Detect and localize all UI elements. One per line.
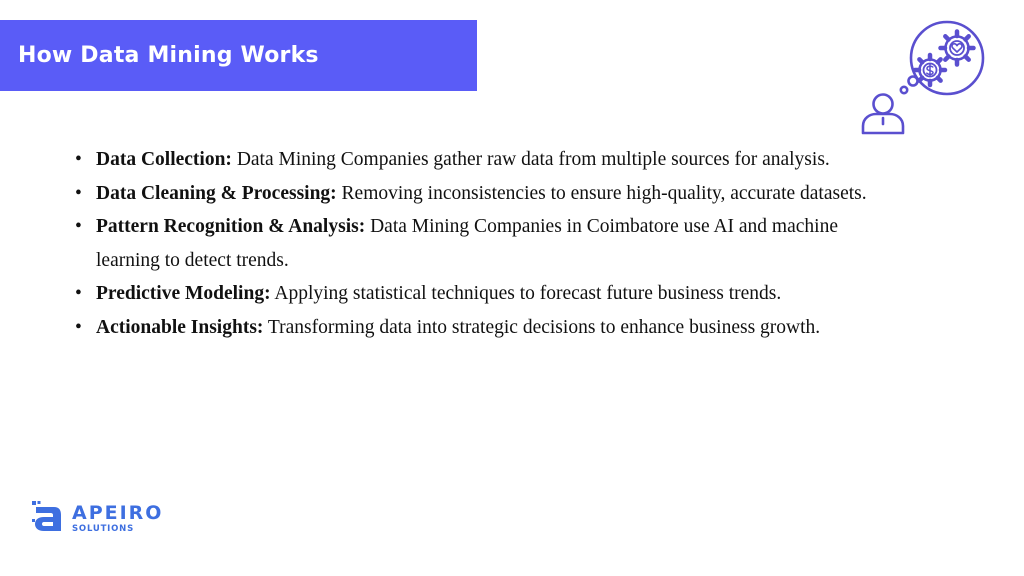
bullet-text: Applying statistical techniques to forecast future business trends.: [270, 283, 782, 304]
logo-text: [72, 503, 163, 534]
apeiro-logo-icon: [32, 501, 64, 535]
logo-name: APEIRO: [72, 501, 164, 524]
list-item: [75, 210, 875, 277]
thinking-person-illustration: [856, 18, 992, 138]
bullet-term: Pattern Recognition & Analysis:: [96, 216, 366, 237]
bullet-icon: •: [75, 182, 82, 204]
bullet-icon: •: [75, 283, 82, 304]
dollar-gear-icon: [915, 55, 945, 85]
list-item: [75, 143, 875, 177]
list-item: [75, 311, 875, 345]
bullet-icon: •: [75, 216, 82, 237]
bullet-text: Data Mining Companies in Coimbatore use AI and machine learning to detect trends.: [96, 216, 838, 271]
bullet-term: Actionable Insights:: [96, 316, 264, 338]
title-banner: [0, 20, 477, 91]
bullet-icon: •: [75, 316, 82, 338]
bullet-text: Transforming data into strategic decisions to enhance business growth.: [263, 316, 821, 338]
person-icon: [863, 95, 903, 134]
bullet-term: Data Collection:: [96, 149, 232, 170]
list-item: [75, 277, 875, 311]
bullet-text: Data Mining Companies gather raw data from multiple sources for analysis.: [231, 149, 830, 170]
heart-gear-icon: [941, 32, 974, 65]
company-logo: [32, 500, 163, 536]
list-item: [75, 177, 875, 211]
logo-tagline: SOLUTIONS: [72, 523, 134, 534]
bullet-term: Data Cleaning & Processing:: [96, 182, 337, 204]
bullet-list: [75, 143, 875, 344]
bullet-icon: •: [75, 149, 82, 170]
bullet-text: Removing inconsistencies to ensure high-quality, accurate datasets.: [336, 182, 867, 204]
bullet-term: Predictive Modeling:: [96, 283, 271, 304]
page-title: How Data Mining Works: [18, 43, 319, 68]
